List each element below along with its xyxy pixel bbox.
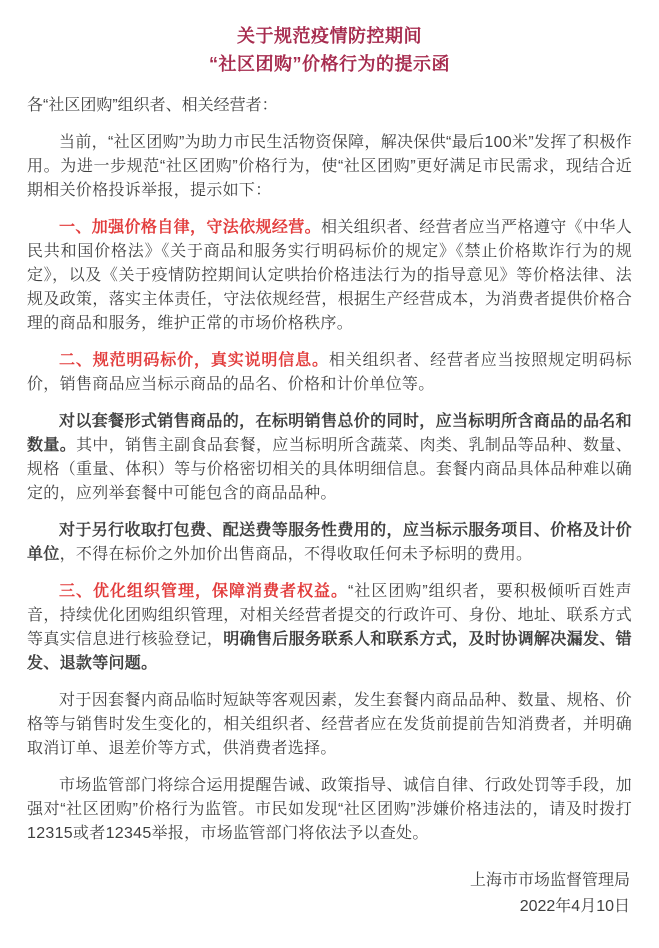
paragraph xyxy=(27,580,632,676)
text-segment-bold: 对于另行收取打包费、配送费等服务性费用的，应当标示服务项目、价格及计价单位 xyxy=(27,522,632,563)
paragraph xyxy=(27,519,632,567)
text-segment-normal: 对于因套餐内商品临时短缺等客观因素，发生套餐内商品品种、数量、规格、价格等与销售时发生变化的，相关组织者、经营者应在发货前提前告知消费者，并明确取消订单、退差价等方式，供消费者选择。 xyxy=(27,692,632,757)
text-segment-bold: 明确售后服务联系人和联系方式，及时协调解决漏发、错发、退款等问题。 xyxy=(27,631,632,672)
signature-org: 上海市市场监督管理局 xyxy=(469,872,630,889)
paragraph xyxy=(27,349,632,397)
text-segment-red-bold: 一、加强价格自律，守法依规经营。 xyxy=(59,219,321,236)
paragraph xyxy=(27,774,632,846)
signature-date: 2022年4月10日 xyxy=(519,898,630,915)
text-segment-normal: 当前，“社区团购”为助力市民生活物资保障，解决保供“最后100米”发挥了积极作用。为进一步规范“社区团购”价格行为，使“社区团购”更好满足市民需求，现结合近期相关价格投诉举报，提示如下： xyxy=(27,134,632,199)
paragraph xyxy=(27,131,632,203)
signature-block xyxy=(27,868,632,920)
text-segment-normal: 市场监管部门将综合运用提醒告诫、政策指导、诚信自律、行政处罚等手段，加强对“社区团购”价格行为监管。市民如发现“社区团购”涉嫌价格违法的，请及时拨打12315或者12345举报，市场监管部门将依法予以查处。 xyxy=(27,777,632,842)
paragraph xyxy=(27,410,632,506)
document-title-line-2: “社区团购”价格行为的提示函 xyxy=(209,54,450,74)
paragraph xyxy=(27,216,632,336)
text-segment-red-bold: 二、规范明码标价，真实说明信息。 xyxy=(59,352,329,369)
document-body xyxy=(27,131,632,846)
text-segment-red-bold: 三、优化组织管理，保障消费者权益。 xyxy=(59,583,349,600)
document-title-line-1: 关于规范疫情防控期间 xyxy=(237,26,422,46)
salutation: 各“社区团购”组织者、相关经营者： xyxy=(27,97,278,114)
text-segment-normal: 其中，销售主副食品套餐，应当标明所含蔬菜、肉类、乳制品等品种、数量、规格（重量、体积）等与价格密切相关的具体明细信息。套餐内商品具体品种难以确定的，应列举套餐中可能包含的商品品种。 xyxy=(27,437,632,502)
text-segment-bold: 对以套餐形式销售商品的，在标明销售总价的同时，应当标明所含商品的品名和数量。 xyxy=(27,413,632,454)
document-title xyxy=(27,22,632,78)
text-segment-normal: ，不得在标价之外加价出售商品，不得收取任何未予标明的费用。 xyxy=(59,546,533,563)
text-segment-normal: 相关组织者、经营者应当严格遵守《中华人民共和国价格法》《关于商品和服务实行明码标价的规定》《禁止价格欺诈行为的规定》，以及《关于疫情防控期间认定哄抬价格违法行为的指导意见》等价格法律、法规及政策，落实主体责任，守法依规经营，根据生产经营成本，为消费者提供价格合理的商品和服务，维护正常的市场价格秩序。 xyxy=(27,219,633,332)
text-segment-normal: “社区团购”组织者，要积极倾听百姓声音，持续优化团购组织管理，对相关经营者提交的行政许可、身份、地址、联系方式等真实信息进行核验登记， xyxy=(27,583,632,648)
paragraph xyxy=(27,689,632,761)
text-segment-normal: 相关组织者、经营者应当按照规定明码标价，销售商品应当标示商品的品名、价格和计价单位等。 xyxy=(27,352,632,393)
